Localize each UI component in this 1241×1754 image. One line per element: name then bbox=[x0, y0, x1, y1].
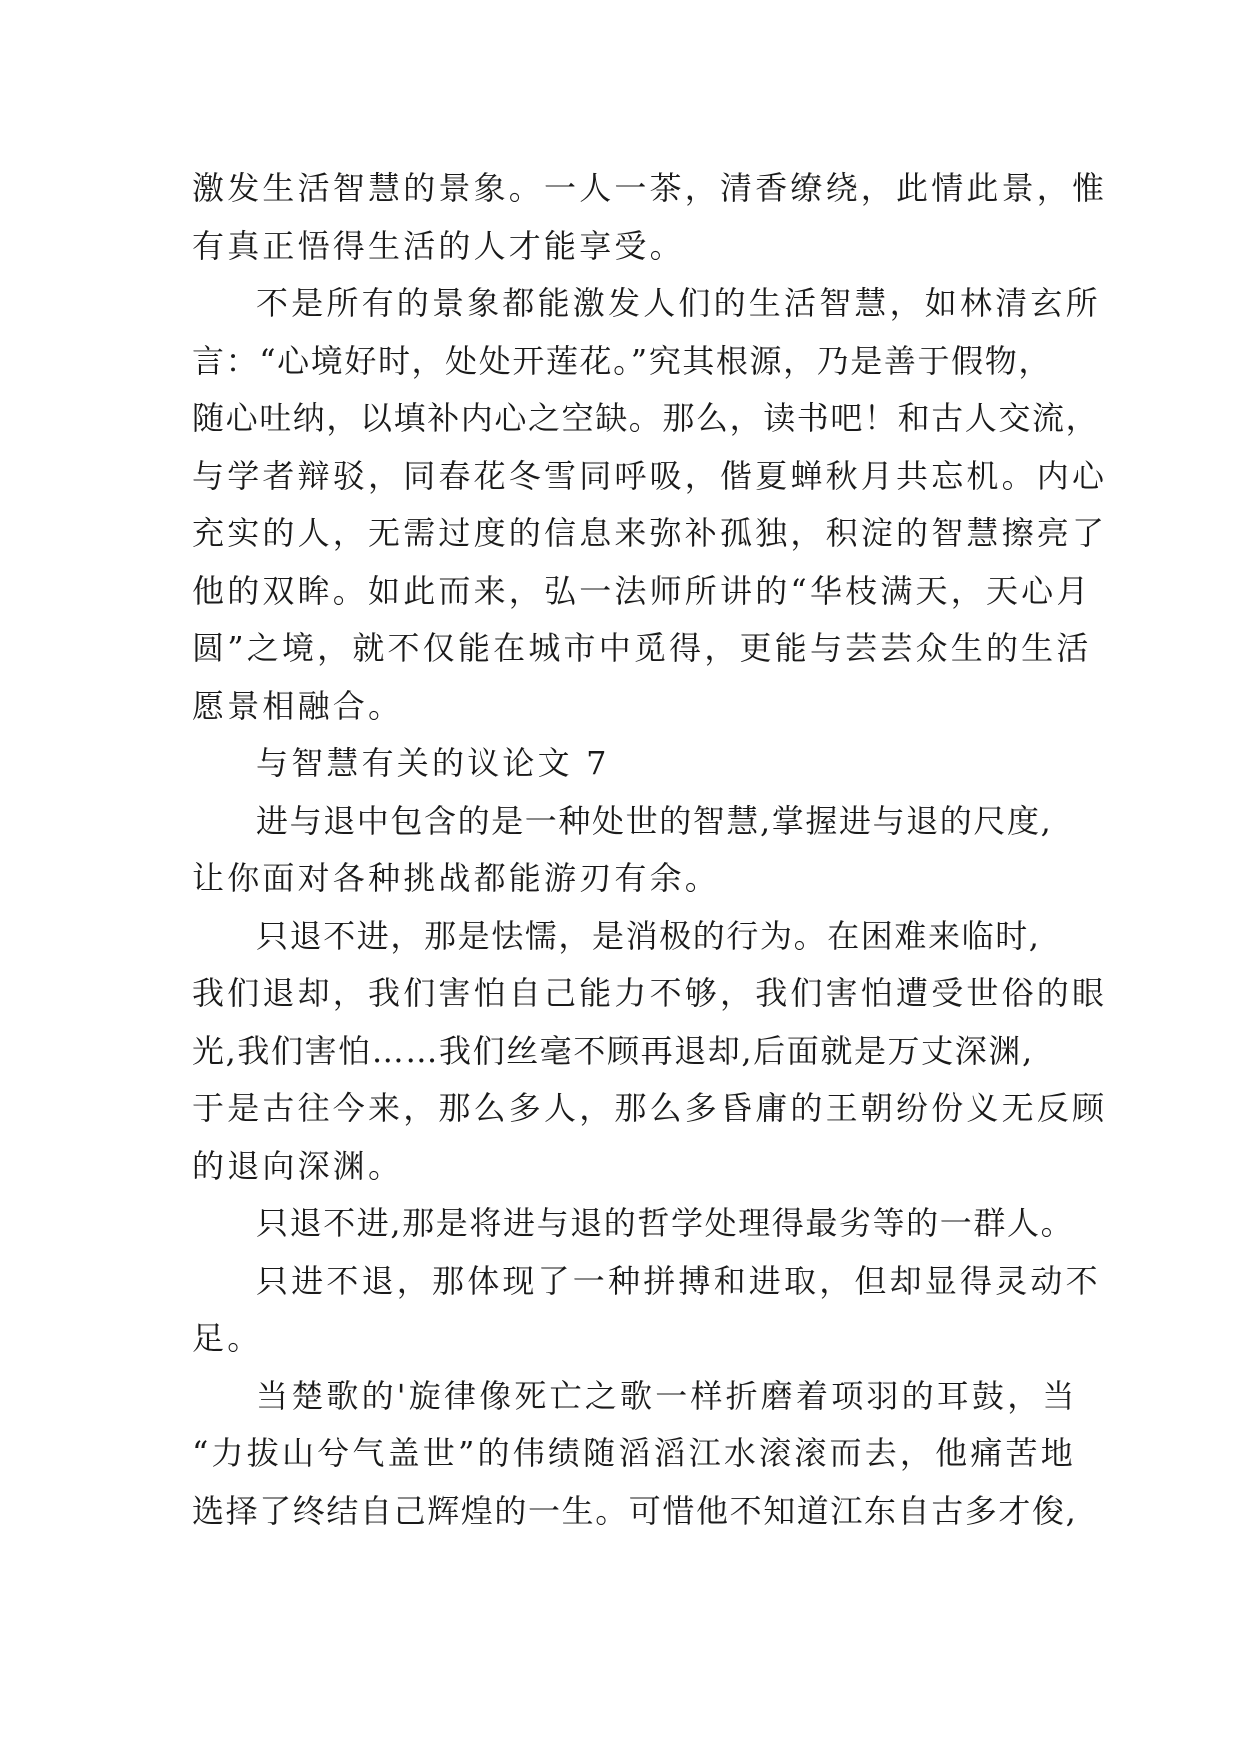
text-line: 当楚歌的'旋律像死亡之歌一样折磨着项羽的耳鼓，当 bbox=[256, 1376, 1078, 1415]
text-line: 让你面对各种挑战都能游刃有余。 bbox=[192, 859, 721, 897]
text-line: 于是古往今来，那么多人，那么多昏庸的王朝纷份义无反顾 bbox=[192, 1089, 1108, 1127]
text-line: 充实的人，无需过度的信息来弥补孤独，积淀的智慧擦亮了 bbox=[192, 514, 1108, 552]
text-line: 足。 bbox=[192, 1319, 263, 1357]
text-line: 只退不进,那是将进与退的哲学处理得最劣等的一群人。 bbox=[256, 1204, 1075, 1242]
text-line: 与学者辩驳，同春花冬雪同呼吸，偕夏蝉秋月共忘机。内心 bbox=[192, 456, 1108, 495]
text-line: 激发生活智慧的景象。一人一茶，清香缭绕，此情此景，惟 bbox=[192, 169, 1108, 207]
text-line: 只退不进，那是怯懦，是消极的行为。在困难来临时, bbox=[256, 916, 1041, 955]
text-line: 的退向深渊。 bbox=[192, 1146, 404, 1185]
text-line: 光,我们害怕……我们丝毫不顾再退却,后面就是万丈深渊, bbox=[192, 1031, 1034, 1070]
text-line: 愿景相融合。 bbox=[192, 686, 404, 725]
text-line: 圆”之境，就不仅能在城市中觅得，更能与芸芸众生的生活 bbox=[192, 629, 1092, 667]
text-line: 不是所有的景象都能激发人们的生活智慧，如林清玄所 bbox=[256, 284, 1101, 322]
text-line: 有真正悟得生活的人才能享受。 bbox=[192, 226, 685, 265]
text-line: “力拔山兮气盖世”的伟绩随滔滔江水滚滚而去，他痛苦地 bbox=[192, 1434, 1076, 1472]
text-line: 言：“心境好时，处处开莲花。”究其根源，乃是善于假物， bbox=[192, 341, 1052, 380]
text-line: 他的双眸。如此而来，弘一法师所讲的“华枝满天，天心月 bbox=[192, 571, 1092, 610]
text-line: 选择了终结自己辉煌的一生。可惜他不知道江东自古多才俊, bbox=[192, 1491, 1078, 1530]
document-page bbox=[192, 160, 1108, 1540]
text-line: 只进不退，那体现了一种拼搏和进取，但却显得灵动不 bbox=[256, 1261, 1101, 1300]
section-heading: 与智慧有关的议论文 7 bbox=[256, 744, 610, 782]
text-line: 进与退中包含的是一种处世的智慧,掌握进与退的尺度, bbox=[256, 801, 1053, 840]
text-line: 我们退却，我们害怕自己能力不够，我们害怕遭受世俗的眼 bbox=[192, 974, 1108, 1012]
text-line: 随心吐纳，以填补内心之空缺。那么，读书吧！和古人交流， bbox=[192, 399, 1100, 437]
